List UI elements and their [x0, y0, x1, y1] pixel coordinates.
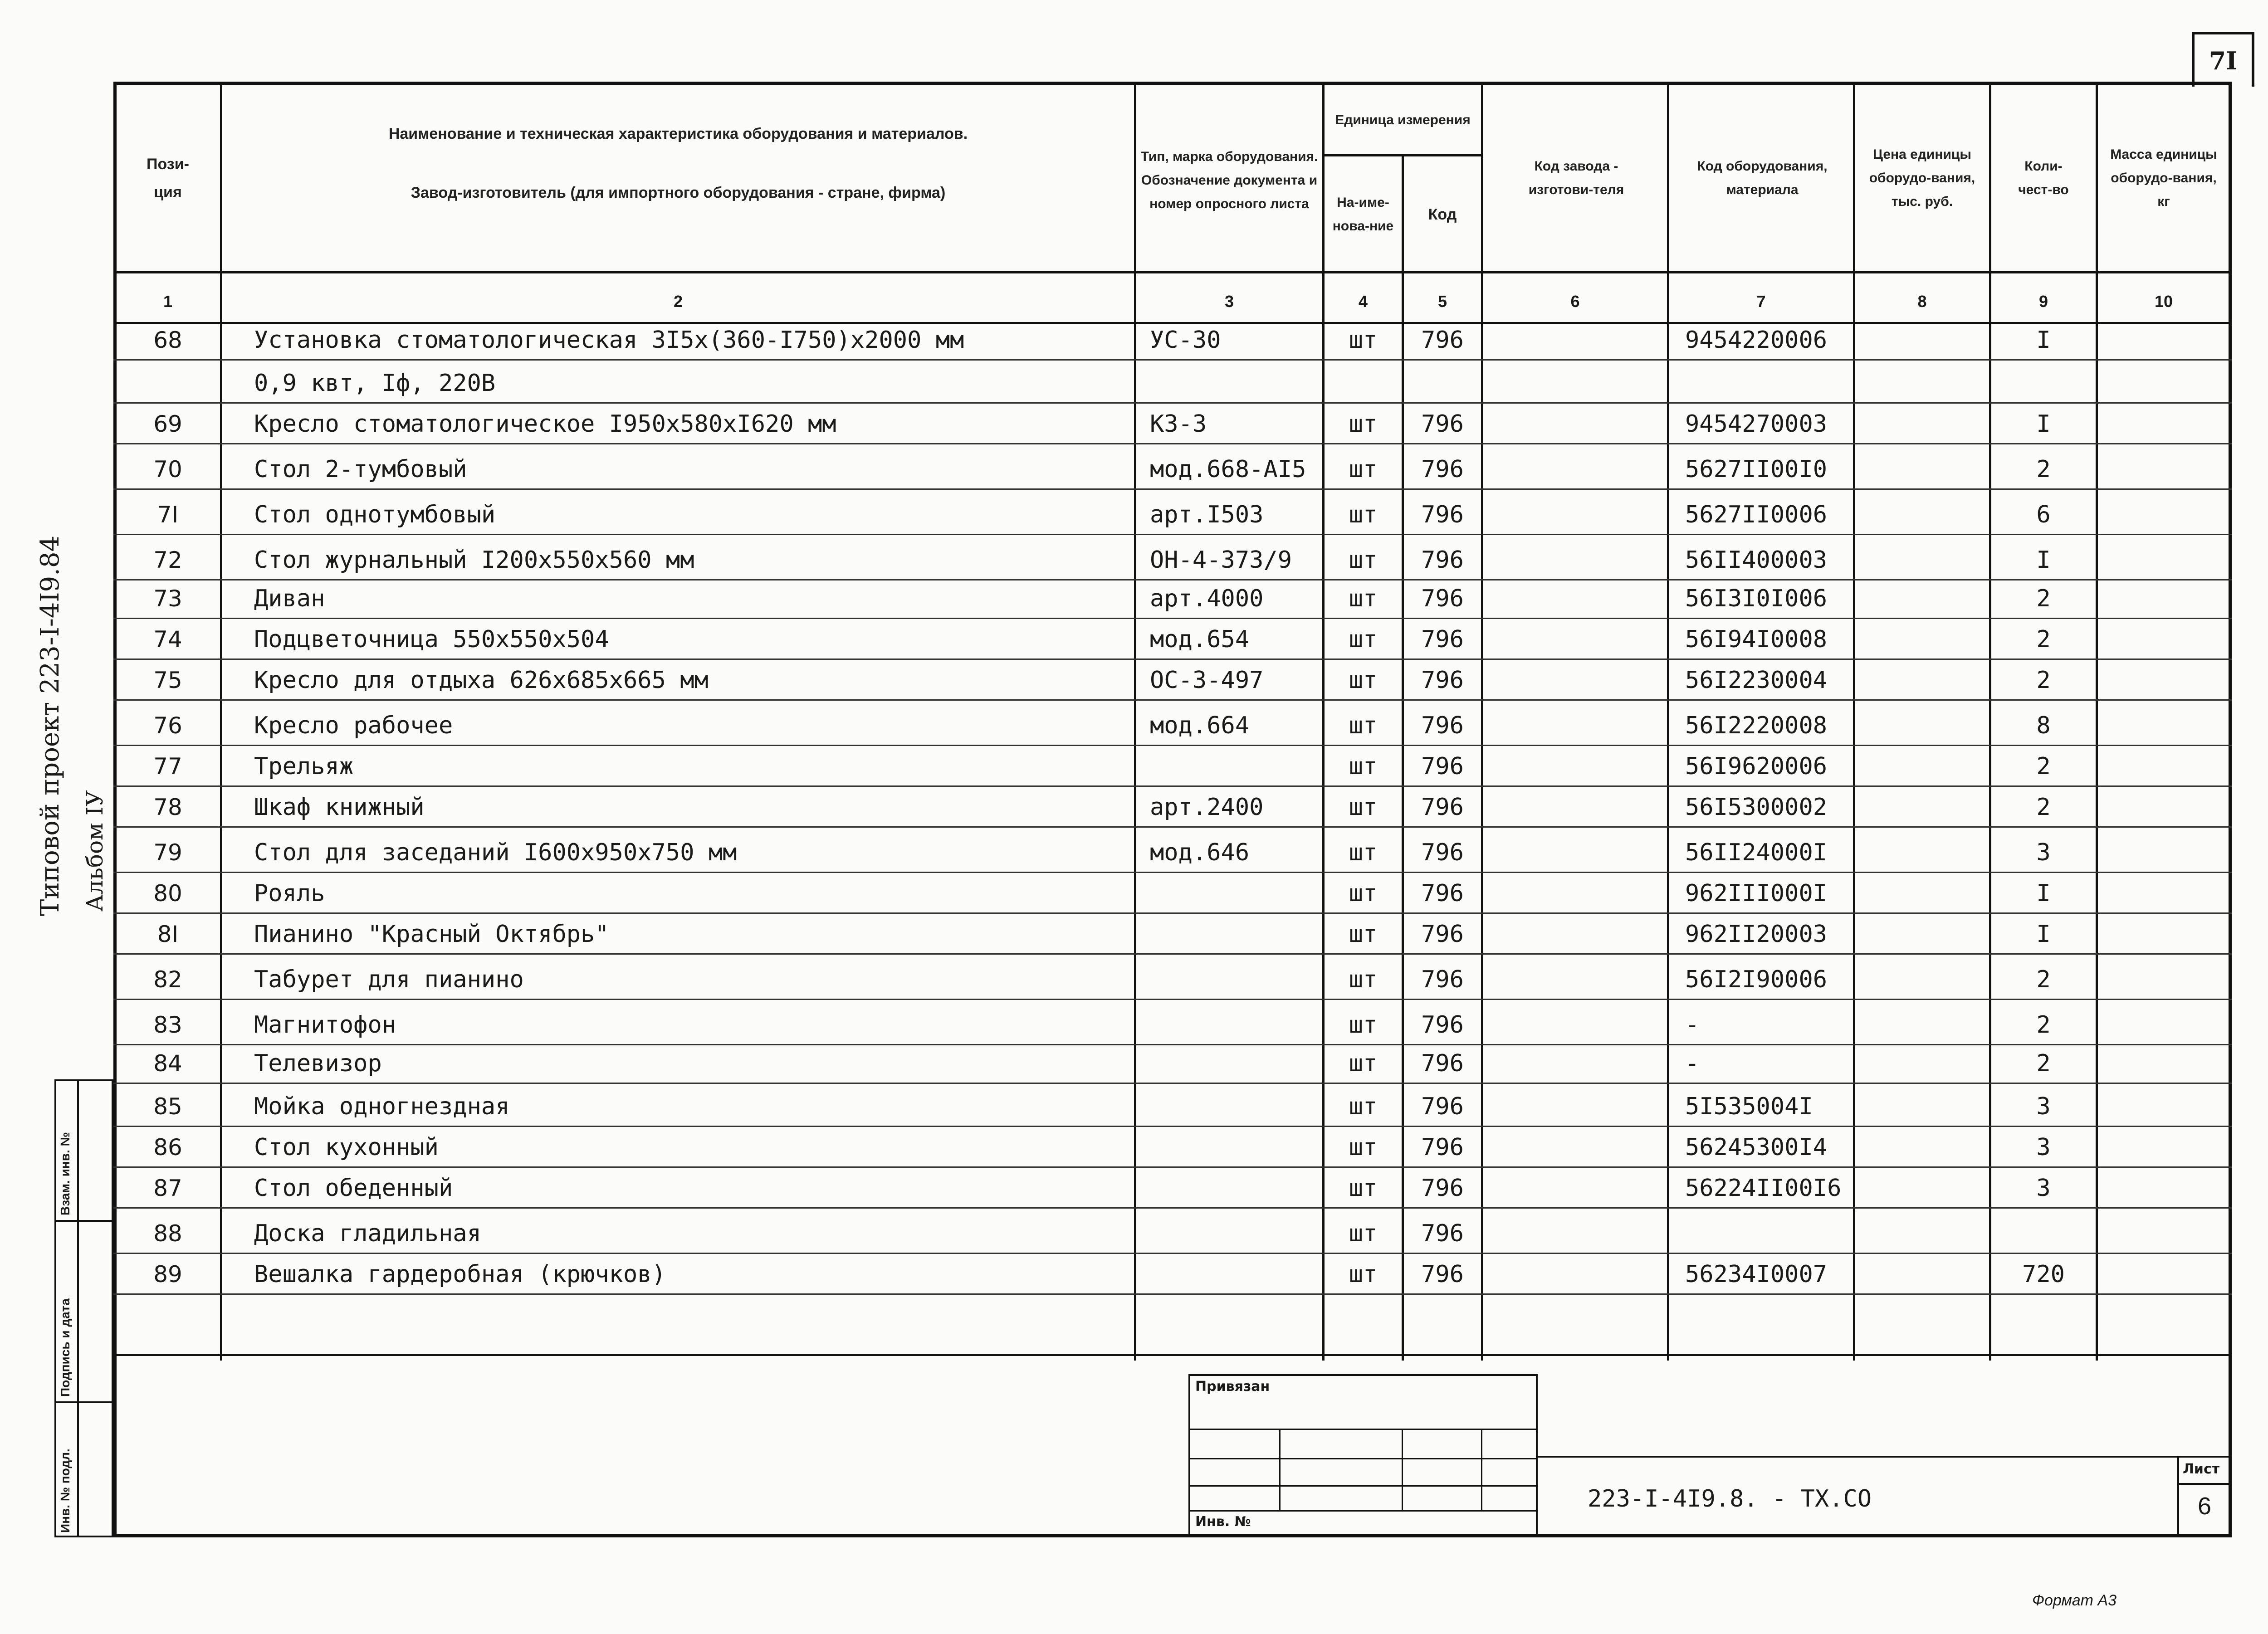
colnum-9: 9: [2038, 292, 2048, 311]
row-qty: 2: [2036, 1050, 2051, 1077]
row-type: ОС-3-497: [1150, 667, 1264, 694]
row-qty: I: [2036, 546, 2051, 574]
row-separator: [113, 999, 2232, 1000]
row-separator: [113, 1083, 2232, 1084]
row-code: 796: [1421, 921, 1464, 948]
row-type: арт.2400: [1150, 794, 1264, 821]
row-code: 796: [1421, 1134, 1464, 1161]
row-code: 796: [1421, 880, 1464, 907]
row-name: Табурет для пианино: [254, 966, 524, 993]
row-pos: 78: [153, 794, 182, 820]
row-eq: 962III000I: [1685, 880, 1828, 907]
row-eq: 9454270003: [1685, 410, 1828, 438]
privyazan-label: Привязан: [1195, 1379, 1270, 1395]
header-name-line1: Наименование и техническая характеристика оборудования и материалов.: [388, 125, 968, 142]
row-eq: 9454220006: [1685, 327, 1828, 354]
row-qty: 3: [2036, 839, 2051, 866]
row-unit: шт: [1349, 546, 1378, 574]
title-block-top-line: [1538, 1456, 2232, 1458]
row-pos: 80: [153, 880, 182, 907]
row-name: Пианино "Красный Октябрь": [254, 921, 609, 948]
row-name: Диван: [254, 585, 325, 612]
row-pos: 75: [153, 667, 182, 693]
colnum-6: 6: [1570, 292, 1580, 311]
row-pos: 7I: [157, 502, 179, 528]
row-separator: [113, 1207, 2232, 1209]
row-eq: 56I9620006: [1685, 753, 1828, 780]
row-eq: -: [1685, 1011, 1700, 1039]
header-unit-group: Единица измерения: [1335, 112, 1471, 127]
colnum-7: 7: [1756, 292, 1766, 311]
row-code: 796: [1421, 667, 1464, 694]
row-type: УС-30: [1150, 327, 1221, 354]
list-box-divider: [2177, 1483, 2232, 1485]
row-name: Трельяж: [254, 753, 354, 780]
header-position: Пози- ция: [147, 155, 189, 201]
row-pos: 83: [153, 1012, 182, 1038]
row-name: Магнитофон: [254, 1011, 396, 1039]
header-type: Тип, марка оборудования. Обозначение документа и номер опросного листа: [1140, 149, 1318, 211]
row-separator: [113, 785, 2232, 787]
colnum-1: 1: [163, 292, 173, 311]
row-type: ОН-4-373/9: [1150, 546, 1292, 574]
row-unit: шт: [1349, 880, 1378, 907]
row-name: Кресло для отдыха 626х685х665 мм: [254, 667, 709, 694]
row-separator: [113, 618, 2232, 619]
row-unit: шт: [1349, 1050, 1378, 1077]
row-qty: 2: [2036, 1011, 2051, 1039]
row-unit: шт: [1349, 712, 1378, 739]
row-pos: 74: [153, 626, 182, 653]
row-code: 796: [1421, 753, 1464, 780]
row-unit: шт: [1349, 794, 1378, 821]
row-separator: [113, 872, 2232, 873]
row-type: мод.664: [1150, 712, 1250, 739]
row-code: 796: [1421, 626, 1464, 653]
row-qty: I: [2036, 880, 2051, 907]
row-qty: I: [2036, 921, 2051, 948]
row-separator: [113, 912, 2232, 914]
row-separator: [113, 359, 2232, 361]
unit-header-divider: [1322, 154, 1481, 156]
list-label: Лист: [2183, 1461, 2220, 1477]
row-name: Шкаф книжный: [254, 794, 425, 821]
row-pos: 68: [153, 327, 182, 353]
privyazan-grid: [1402, 1429, 1403, 1510]
privyazan-grid: [1188, 1510, 1538, 1512]
header-bottom-line: [113, 271, 2232, 273]
row-name: Рояль: [254, 880, 325, 907]
row-eq: 56I3I0I006: [1685, 585, 1828, 612]
row-pos: 85: [153, 1093, 182, 1120]
row-code: 796: [1421, 1050, 1464, 1077]
col-divider: [1853, 82, 1855, 1361]
row-code: 796: [1421, 1011, 1464, 1039]
row-name: Мойка одногнездная: [254, 1093, 510, 1120]
row-pos: 84: [153, 1050, 182, 1077]
row-name: Стол кухонный: [254, 1134, 439, 1161]
row-pos: 89: [153, 1261, 182, 1288]
row-code: 796: [1421, 794, 1464, 821]
row-eq: 962II20003: [1685, 921, 1828, 948]
privyazan-grid: [1481, 1429, 1482, 1510]
row-separator: [113, 1293, 2232, 1295]
row-name: Стол 2-тумбовый: [254, 456, 467, 483]
header-price: Цена единицы оборудо-вания, тыс. руб.: [1869, 146, 1975, 209]
row-unit: шт: [1349, 839, 1378, 866]
row-separator: [113, 745, 2232, 746]
privyazan-box: [1188, 1374, 1538, 1537]
row-code: 796: [1421, 1220, 1464, 1247]
stamp-vzam-label: Взам. инв. №: [58, 1132, 72, 1215]
row-eq: 56I2I90006: [1685, 966, 1828, 993]
colnum-10: 10: [2154, 292, 2173, 311]
header-unit-code: Код: [1428, 205, 1457, 223]
row-code: 796: [1421, 712, 1464, 739]
row-separator: [113, 534, 2232, 535]
col-divider: [220, 82, 222, 1361]
row-separator: [113, 1126, 2232, 1127]
col-divider: [1481, 82, 1483, 1361]
row-unit: шт: [1349, 456, 1378, 483]
inv-no-label: Инв. №: [1195, 1514, 1251, 1530]
col-divider: [1667, 82, 1669, 1361]
row-separator: [113, 658, 2232, 660]
row-eq: 56I2220008: [1685, 712, 1828, 739]
row-type: КЗ-3: [1150, 410, 1207, 438]
privyazan-grid: [1188, 1458, 1538, 1459]
row-code: 796: [1421, 1175, 1464, 1202]
header-equipment-code: Код оборудования, материала: [1697, 158, 1828, 197]
header-name-line2: Завод-изготовитель (для импортного оборудования - стране, фирма): [411, 184, 946, 201]
row-pos: 70: [153, 456, 182, 483]
row-qty: 2: [2036, 753, 2051, 780]
row-eq: 5627II0006: [1685, 501, 1828, 528]
row-eq: 5627II00I0: [1685, 456, 1828, 483]
row-type: мод.646: [1150, 839, 1250, 866]
row-unit: шт: [1349, 327, 1378, 354]
colnum-5: 5: [1437, 292, 1447, 311]
row-code: 796: [1421, 585, 1464, 612]
row-pos: 73: [153, 585, 182, 612]
header-mass: Масса единицы оборудо-вания, кг: [2110, 146, 2217, 209]
row-pos: 76: [153, 712, 182, 739]
row-separator: [113, 402, 2232, 404]
row-qty: 720: [2022, 1261, 2065, 1288]
table-bottom-line: [113, 1354, 2232, 1356]
colnum-3: 3: [1224, 292, 1234, 311]
header-quantity: Коли-чест-во: [2018, 158, 2069, 197]
stamp-podpis-label: Подпись и дата: [58, 1298, 72, 1397]
row-code: 796: [1421, 546, 1464, 574]
header-factory-code: Код завода - изготови-теля: [1528, 158, 1624, 197]
row-unit: шт: [1349, 1261, 1378, 1288]
stamp-divider: [54, 1220, 113, 1222]
row-qty: 2: [2036, 794, 2051, 821]
row-name: Вешалка гардеробная (крючков): [254, 1261, 666, 1288]
row-qty: 2: [2036, 585, 2051, 612]
row-type: арт.4000: [1150, 585, 1264, 612]
row-code: 796: [1421, 1093, 1464, 1120]
document-code: 223-I-4I9.8. - ТХ.СО: [1588, 1485, 1872, 1512]
row-eq: -: [1685, 1050, 1700, 1077]
row-qty: 2: [2036, 667, 2051, 694]
row-code: 796: [1421, 327, 1464, 354]
row-qty: 2: [2036, 456, 2051, 483]
row-code: 796: [1421, 501, 1464, 528]
row-unit: шт: [1349, 1134, 1378, 1161]
row-separator: [113, 826, 2232, 828]
row-pos: 69: [153, 411, 182, 437]
row-unit: шт: [1349, 585, 1378, 612]
row-name: Стол обеденный: [254, 1175, 453, 1202]
row-eq: 56I5300002: [1685, 794, 1828, 821]
col-divider: [2096, 82, 2098, 1361]
list-number: 6: [2197, 1493, 2212, 1520]
row-name: Кресло рабочее: [254, 712, 453, 739]
side-project-label: Типовой проект 223-I-4I9.84: [35, 535, 65, 916]
row-eq: 56I2230004: [1685, 667, 1828, 694]
row-eq: 56245300I4: [1685, 1134, 1828, 1161]
row-unit: шт: [1349, 1093, 1378, 1120]
privyazan-grid: [1188, 1485, 1538, 1487]
sheet-number: 7I: [2192, 32, 2254, 87]
col-divider: [1134, 82, 1136, 1361]
row-unit: шт: [1349, 966, 1378, 993]
row-unit: шт: [1349, 1220, 1378, 1247]
row-unit: шт: [1349, 667, 1378, 694]
row-name: Кресло стоматологическое I950х580хI620 мм: [254, 410, 836, 438]
row-unit: шт: [1349, 753, 1378, 780]
row-qty: 8: [2036, 712, 2051, 739]
row-name: Установка стоматологическая 3I5х(360-I750)х2000 мм: [254, 327, 964, 354]
row-separator: [113, 579, 2232, 580]
row-code: 796: [1421, 1261, 1464, 1288]
row-qty: I: [2036, 327, 2051, 354]
format-label: Формат А3: [2032, 1592, 2117, 1609]
row-pos: 82: [153, 966, 182, 993]
row-separator: [113, 953, 2232, 955]
stamp-divider: [77, 1079, 79, 1537]
row-qty: 3: [2036, 1134, 2051, 1161]
row-qty: 2: [2036, 966, 2051, 993]
row-pos: 72: [153, 547, 182, 573]
row-pos: 87: [153, 1175, 182, 1201]
row-pos: 79: [153, 839, 182, 866]
row-unit: шт: [1349, 626, 1378, 653]
row-type: мод.668-АI5: [1150, 456, 1306, 483]
row-separator: [113, 1166, 2232, 1168]
row-unit: шт: [1349, 410, 1378, 438]
side-album-label: Альбом IУ: [82, 790, 108, 912]
row-type: мод.654: [1150, 626, 1250, 653]
privyazan-grid: [1188, 1429, 1538, 1430]
row-pos: 88: [153, 1220, 182, 1247]
row-unit: шт: [1349, 1011, 1378, 1039]
row-code: 796: [1421, 456, 1464, 483]
row-qty: I: [2036, 410, 2051, 438]
privyazan-grid: [1279, 1429, 1281, 1510]
row-name: Подцветочница 550х550х504: [254, 626, 609, 653]
row-name: Стол журнальный I200х550х560 мм: [254, 546, 694, 574]
row-code: 796: [1421, 966, 1464, 993]
row-separator: [113, 1044, 2232, 1045]
row-code: 796: [1421, 410, 1464, 438]
row-separator: [113, 488, 2232, 490]
colnum-2: 2: [673, 292, 683, 311]
colnum-bottom-line: [113, 322, 2232, 324]
row-eq: 5I535004I: [1685, 1093, 1813, 1120]
colnum-4: 4: [1358, 292, 1368, 311]
row-unit: шт: [1349, 921, 1378, 948]
row-name: Стол однотумбовый: [254, 501, 496, 528]
row-unit: шт: [1349, 501, 1378, 528]
row-qty: 3: [2036, 1175, 2051, 1202]
row-eq: 56I94I0008: [1685, 626, 1828, 653]
row-name: Телевизор: [254, 1050, 382, 1077]
row-name: Стол для заседаний I600х950х750 мм: [254, 839, 737, 866]
row-eq: 56II400003: [1685, 546, 1828, 574]
row-eq: 56224II00I6: [1685, 1175, 1842, 1202]
stamp-inv-podl-label: Инв. № подл.: [58, 1449, 72, 1533]
row-qty: 3: [2036, 1093, 2051, 1120]
row-qty: 6: [2036, 501, 2051, 528]
row-pos: 86: [153, 1134, 182, 1161]
row-name: 0,9 квт, Iф, 220В: [254, 370, 496, 397]
row-separator: [113, 1253, 2232, 1254]
row-code: 796: [1421, 839, 1464, 866]
row-pos: 77: [153, 753, 182, 780]
row-name: Доска гладильная: [254, 1220, 481, 1247]
header-unit-name: На-име-нова-ние: [1332, 195, 1394, 234]
row-eq: 56234I0007: [1685, 1261, 1828, 1288]
stamp-divider: [54, 1401, 113, 1403]
colnum-8: 8: [1917, 292, 1927, 311]
row-pos: 8I: [157, 921, 179, 947]
row-qty: 2: [2036, 626, 2051, 653]
row-unit: шт: [1349, 1175, 1378, 1202]
row-separator: [113, 699, 2232, 701]
row-eq: 56II24000I: [1685, 839, 1828, 866]
row-type: арт.I503: [1150, 501, 1264, 528]
row-separator: [113, 443, 2232, 444]
